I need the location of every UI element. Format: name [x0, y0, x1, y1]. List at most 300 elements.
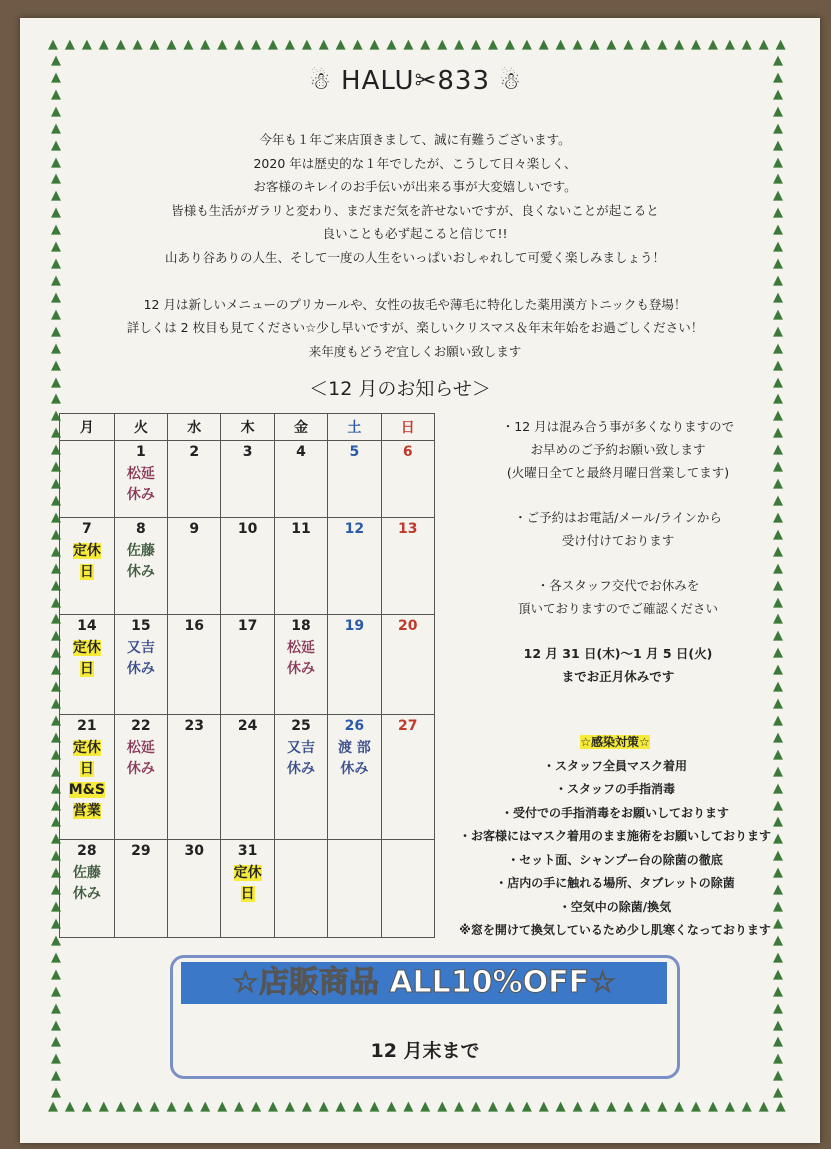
calendar-day	[381, 615, 434, 715]
tree-icon: ▲	[318, 1099, 329, 1114]
note-line: 日	[240, 886, 255, 902]
calendar-day	[274, 715, 327, 840]
note-line: ・各スタッフ交代でお休みを	[536, 578, 700, 593]
calendar-week	[60, 840, 435, 938]
tree-icon: ▲	[267, 1099, 278, 1114]
calendar-day	[60, 615, 115, 715]
calendar-day	[274, 840, 327, 938]
tree-icon: ▲	[51, 763, 61, 779]
calendar-day	[221, 715, 274, 840]
day-number: 4	[296, 444, 306, 460]
day-note	[61, 738, 113, 822]
tree-icon: ▲	[386, 1099, 397, 1114]
day-number: 14	[77, 618, 97, 634]
tree-icon: ▲	[51, 594, 61, 610]
day-number: 10	[237, 521, 258, 537]
note-line: 頂いておりますのでご確認ください	[517, 601, 718, 616]
note-line: 松延	[287, 640, 315, 656]
tree-icon: ▲	[589, 1099, 600, 1114]
calendar-day	[221, 615, 274, 715]
tree-icon: ▲	[51, 205, 61, 221]
tree-icon: ▲	[773, 205, 783, 221]
calendar-day	[274, 615, 327, 715]
tree-icon: ▲	[284, 37, 295, 52]
tree-icon: ▲	[707, 37, 718, 52]
tree-icon: ▲	[51, 780, 61, 796]
tree-icon: ▲	[691, 1099, 702, 1114]
tree-icon: ▲	[773, 171, 783, 187]
tree-icon: ▲	[51, 306, 61, 322]
tree-icon: ▲	[51, 442, 61, 458]
tree-icon: ▲	[403, 1099, 414, 1114]
december-calendar	[59, 413, 435, 938]
tree-icon: ▲	[773, 239, 783, 255]
tree-icon: ▲	[773, 103, 783, 119]
tree-icon: ▲	[773, 442, 783, 458]
tree-icon: ▲	[773, 1068, 783, 1084]
tree-icon: ▲	[773, 594, 783, 610]
tree-icon: ▲	[773, 1085, 783, 1101]
calendar-day	[60, 518, 115, 615]
calendar-day	[114, 518, 167, 615]
intro-line: お客様のキレイのお手伝いが出来る事が大変嬉しいです。	[253, 179, 577, 194]
day-note	[116, 464, 166, 506]
note-line: 松延	[126, 466, 155, 482]
tree-icon: ▲	[352, 37, 363, 52]
intro-line: 12 月は新しいメニューのプリカールや、女性の抜毛や薄毛に特化した薬用漢方トニックも登場！	[143, 296, 687, 312]
tree-icon: ▲	[51, 645, 61, 661]
calendar-day	[328, 615, 381, 715]
tree-icon: ▲	[51, 289, 61, 305]
calendar-day	[328, 715, 381, 840]
tree-icon: ▲	[773, 374, 783, 390]
tree-icon: ▲	[217, 37, 228, 52]
tree-icon: ▲	[773, 408, 783, 424]
tree-icon: ▲	[606, 37, 617, 52]
tree-icon: ▲	[51, 103, 61, 119]
tree-icon: ▲	[51, 1051, 61, 1067]
day-number: 29	[131, 843, 151, 859]
tree-icon: ▲	[51, 137, 61, 153]
tree-icon: ▲	[773, 53, 783, 68]
tree-icon: ▲	[773, 797, 783, 813]
tree-icon: ▲	[166, 1099, 177, 1114]
tree-icon: ▲	[773, 814, 783, 830]
weekday-header: 火	[114, 414, 167, 441]
tree-icon: ▲	[674, 37, 685, 52]
infection-item: ・スタッフの手指消毒	[554, 782, 675, 796]
sale-headline: ☆店販商品 ALL10%OFF☆	[181, 962, 667, 1004]
calendar-day	[381, 518, 434, 615]
note-line: 営業	[72, 803, 101, 819]
note-line: 又吉	[126, 640, 155, 656]
tree-icon: ▲	[773, 679, 783, 695]
tree-icon: ▲	[51, 696, 61, 712]
tree-icon: ▲	[773, 289, 783, 305]
note-line: 佐藤	[72, 865, 101, 881]
tree-icon: ▲	[51, 272, 61, 288]
note-line: 日	[79, 564, 94, 580]
tree-icon: ▲	[51, 154, 61, 170]
note-line: 休み	[126, 661, 155, 677]
intro-line: 来年度もどうぞ宜しくお願い致します	[308, 343, 522, 359]
tree-icon: ▲	[773, 611, 783, 627]
tree-icon: ▲	[691, 37, 702, 52]
tree-icon: ▲	[437, 37, 448, 52]
tree-icon: ▲	[51, 340, 61, 356]
tree-icon: ▲	[352, 1099, 363, 1114]
tree-icon: ▲	[51, 729, 61, 745]
tree-icon: ▲	[51, 509, 61, 525]
calendar-day	[168, 840, 221, 938]
day-number: 26	[344, 718, 365, 734]
tree-icon: ▲	[51, 476, 61, 492]
calendar-day	[381, 840, 434, 938]
note-line: 定休	[72, 543, 101, 559]
page-title	[0, 66, 831, 96]
tree-icon: ▲	[487, 37, 498, 52]
tree-icon: ▲	[51, 679, 61, 695]
tree-icon: ▲	[555, 37, 566, 52]
infection-item: ・空気中の除菌/換気	[558, 899, 672, 914]
tree-icon: ▲	[773, 69, 783, 85]
tree-icon: ▲	[773, 543, 783, 559]
store-notes	[448, 415, 788, 688]
calendar-day	[221, 441, 274, 518]
tree-icon: ▲	[51, 899, 61, 915]
tree-icon: ▲	[81, 37, 92, 52]
tree-icon: ▲	[773, 188, 783, 204]
tree-icon: ▲	[51, 53, 61, 68]
day-number: 18	[291, 618, 311, 634]
tree-icon: ▲	[115, 1099, 126, 1114]
tree-icon: ▲	[369, 37, 380, 52]
tree-icon: ▲	[437, 1099, 448, 1114]
tree-icon: ▲	[335, 37, 346, 52]
tree-icon: ▲	[51, 374, 61, 390]
tree-icon: ▲	[51, 120, 61, 136]
tree-icon: ▲	[572, 1099, 583, 1114]
sale-banner	[170, 955, 680, 1079]
tree-icon: ▲	[773, 729, 783, 745]
infection-title: ☆感染対策☆	[580, 735, 650, 749]
tree-icon: ▲	[487, 1099, 498, 1114]
day-note	[276, 638, 326, 680]
tree-icon: ▲	[51, 932, 61, 948]
note-line: 受け付けております	[561, 533, 675, 548]
day-note	[276, 738, 326, 780]
note-line: 定休	[233, 865, 262, 881]
tree-icon: ▲	[504, 37, 515, 52]
tree-icon: ▲	[51, 459, 61, 475]
tree-icon: ▲	[775, 37, 786, 52]
tree-icon: ▲	[555, 1099, 566, 1114]
tree-icon: ▲	[454, 37, 465, 52]
tree-icon: ▲	[773, 882, 783, 898]
tree-icon: ▲	[51, 526, 61, 542]
day-number: 24	[237, 718, 258, 734]
tree-icon: ▲	[657, 37, 668, 52]
tree-icon: ▲	[773, 391, 783, 407]
note-line: 佐藤	[126, 543, 155, 559]
tree-icon: ▲	[48, 1099, 58, 1114]
infection-item: ※窓を開けて換気しているため少し肌寒くなっております	[459, 923, 771, 937]
tree-icon: ▲	[98, 1099, 109, 1114]
tree-icon: ▲	[773, 560, 783, 576]
day-note	[61, 863, 113, 905]
calendar-day	[114, 840, 167, 938]
shop-name: HALU✂833	[341, 66, 490, 96]
tree-icon: ▲	[217, 1099, 228, 1114]
day-number: 7	[81, 521, 92, 537]
tree-icon: ▲	[773, 966, 783, 982]
tree-icon: ▲	[773, 1034, 783, 1050]
tree-icon: ▲	[471, 37, 482, 52]
note-line: 休み	[340, 761, 369, 777]
note-line: 休み	[287, 761, 315, 777]
infection-item: ・店内の手に触れる場所、タブレットの除菌	[495, 876, 735, 890]
note-line: までお正月休みです	[561, 669, 675, 684]
tree-icon: ▲	[51, 983, 61, 999]
tree-icon: ▲	[51, 1034, 61, 1050]
weekday-header: 土	[328, 414, 381, 441]
tree-icon: ▲	[606, 1099, 617, 1114]
tree-icon: ▲	[773, 746, 783, 762]
tree-icon: ▲	[707, 1099, 718, 1114]
tree-icon: ▲	[51, 814, 61, 830]
infection-item: ・お客様にはマスク着用のまま施術をお願いしております	[458, 829, 771, 843]
tree-icon: ▲	[200, 37, 211, 52]
note-reservation	[448, 506, 788, 552]
tree-icon: ▲	[773, 509, 783, 525]
tree-icon: ▲	[773, 323, 783, 339]
intro-message	[90, 128, 740, 363]
day-number: 21	[77, 718, 97, 734]
tree-icon: ▲	[773, 916, 783, 932]
snowman-icon: ☃	[309, 67, 332, 95]
tree-icon: ▲	[166, 37, 177, 52]
tree-icon: ▲	[773, 86, 783, 102]
tree-icon: ▲	[115, 37, 126, 52]
day-number: 2	[189, 444, 200, 460]
calendar-week	[60, 518, 435, 615]
tree-icon: ▲	[51, 1068, 61, 1084]
note-line: 又吉	[287, 740, 315, 756]
tree-icon: ▲	[234, 1099, 245, 1114]
tree-icon: ▲	[183, 37, 194, 52]
calendar-day	[328, 518, 381, 615]
tree-icon: ▲	[538, 37, 549, 52]
note-line: 休み	[126, 761, 155, 777]
notice-title: ＜12 月のお知らせ＞	[309, 378, 491, 400]
tree-icon: ▲	[98, 37, 109, 52]
day-number: 17	[237, 618, 258, 634]
intro-line: 山あり谷ありの人生、そして一度の人生をいっぱいおしゃれして可愛く楽しみましょう！	[164, 249, 665, 265]
day-number: 6	[402, 444, 413, 460]
tree-icon: ▲	[386, 37, 397, 52]
tree-icon: ▲	[369, 1099, 380, 1114]
day-note	[61, 541, 113, 583]
tree-icon: ▲	[149, 37, 160, 52]
tree-icon: ▲	[51, 662, 61, 678]
day-number: 31	[237, 843, 258, 859]
tree-icon: ▲	[51, 1085, 61, 1101]
calendar-day	[221, 840, 274, 938]
tree-icon: ▲	[51, 1000, 61, 1016]
tree-icon: ▲	[640, 1099, 651, 1114]
day-number: 12	[344, 521, 365, 537]
calendar-week	[60, 715, 435, 840]
note-new-year-holiday	[448, 642, 788, 688]
tree-icon: ▲	[773, 628, 783, 644]
infection-item: ・スタッフ全員マスク着用	[542, 758, 687, 773]
tree-icon: ▲	[773, 983, 783, 999]
calendar-day	[168, 615, 221, 715]
tree-icon: ▲	[51, 560, 61, 576]
sale-period: 12 月末まで	[370, 1040, 480, 1062]
day-number: 23	[184, 718, 204, 734]
tree-icon: ▲	[773, 712, 783, 728]
tree-icon: ▲	[51, 712, 61, 728]
day-number: 3	[242, 444, 253, 460]
day-number: 8	[136, 521, 146, 537]
day-number: 16	[184, 618, 204, 634]
tree-icon: ▲	[741, 1099, 752, 1114]
tree-icon: ▲	[589, 37, 600, 52]
tree-icon: ▲	[81, 1099, 92, 1114]
tree-icon: ▲	[773, 476, 783, 492]
tree-icon: ▲	[301, 1099, 312, 1114]
calendar-day	[114, 715, 167, 840]
tree-icon: ▲	[51, 408, 61, 424]
day-note	[61, 638, 113, 680]
tree-icon: ▲	[51, 391, 61, 407]
tree-icon: ▲	[773, 696, 783, 712]
weekday-header: 木	[221, 414, 274, 441]
tree-icon: ▲	[773, 645, 783, 661]
tree-icon: ▲	[403, 37, 414, 52]
note-line: 渡 部	[337, 740, 371, 756]
calendar-day	[328, 441, 381, 518]
tree-icon: ▲	[51, 882, 61, 898]
weekday-header: 金	[274, 414, 327, 441]
calendar-day	[274, 518, 327, 615]
tree-icon: ▲	[572, 37, 583, 52]
tree-icon: ▲	[674, 1099, 685, 1114]
tree-icon: ▲	[51, 188, 61, 204]
day-note	[116, 541, 166, 583]
infection-item: ・受付での手指消毒をお願いしております	[500, 805, 729, 820]
tree-icon: ▲	[538, 1099, 549, 1114]
tree-icon: ▲	[64, 37, 75, 52]
tree-icon: ▲	[773, 425, 783, 441]
snowman-icon: ☃	[499, 67, 522, 95]
tree-icon: ▲	[200, 1099, 211, 1114]
tree-icon: ▲	[775, 1099, 786, 1114]
tree-icon: ▲	[64, 1099, 75, 1114]
tree-icon: ▲	[773, 1051, 783, 1067]
tree-icon: ▲	[51, 69, 61, 85]
note-line: 日	[79, 661, 94, 677]
intro-line: 皆様も生活がガラリと変わり、まだまだ気を許せないですが、良くないことが起こると	[171, 202, 659, 218]
tree-icon: ▲	[234, 37, 245, 52]
calendar-day	[114, 615, 167, 715]
note-line: 定休	[72, 640, 101, 656]
tree-icon: ▲	[758, 37, 769, 52]
note-line: 松延	[126, 740, 155, 756]
note-staff-off	[448, 574, 788, 620]
tree-icon: ▲	[51, 86, 61, 102]
day-note	[116, 638, 166, 680]
calendar-day	[60, 840, 115, 938]
tree-icon: ▲	[773, 137, 783, 153]
calendar-day	[328, 840, 381, 938]
day-number: 11	[291, 521, 311, 537]
intro-line	[90, 269, 740, 293]
day-note	[222, 863, 272, 905]
tree-icon: ▲	[301, 37, 312, 52]
weekday-header: 日	[381, 414, 434, 441]
day-number: 30	[184, 843, 204, 859]
tree-icon: ▲	[51, 848, 61, 864]
intro-line: 詳しくは 2 枚目も見てください☆少し早いですが、楽しいクリスマス＆年末年始をお過ごしください！	[126, 320, 704, 335]
tree-icon: ▲	[251, 37, 262, 52]
tree-icon: ▲	[773, 831, 783, 847]
tree-icon: ▲	[773, 256, 783, 272]
day-number: 9	[189, 521, 200, 537]
tree-icon: ▲	[51, 357, 61, 373]
calendar-day	[168, 518, 221, 615]
tree-icon: ▲	[773, 865, 783, 881]
tree-icon: ▲	[454, 1099, 465, 1114]
tree-icon: ▲	[251, 1099, 262, 1114]
infection-measures	[440, 731, 790, 943]
tree-icon: ▲	[504, 1099, 515, 1114]
note-line: お早めのご予約お願い致します	[530, 442, 706, 457]
tree-icon: ▲	[773, 340, 783, 356]
tree-icon: ▲	[773, 272, 783, 288]
tree-icon: ▲	[267, 37, 278, 52]
tree-icon: ▲	[741, 37, 752, 52]
calendar-week	[60, 441, 435, 518]
note-busy	[448, 415, 788, 484]
tree-icon: ▲	[318, 37, 329, 52]
calendar-day	[60, 715, 115, 840]
day-number: 1	[136, 444, 146, 460]
note-line: 休み	[126, 487, 155, 503]
tree-icon: ▲	[51, 239, 61, 255]
tree-icon: ▲	[51, 222, 61, 238]
tree-icon: ▲	[640, 37, 651, 52]
tree-icon: ▲	[773, 763, 783, 779]
tree-icon: ▲	[51, 628, 61, 644]
tree-icon: ▲	[773, 1017, 783, 1033]
note-line: 12 月 31 日(木)～1 月 5 日(火)	[523, 646, 713, 661]
tree-icon: ▲	[758, 1099, 769, 1114]
tree-icon: ▲	[773, 577, 783, 593]
note-line: (火曜日全てと最終月曜日営業してます)	[506, 465, 730, 480]
note-line: ・12 月は混み合う事が多くなりますので	[501, 419, 735, 434]
tree-icon: ▲	[773, 949, 783, 965]
tree-icon: ▲	[51, 949, 61, 965]
tree-icon: ▲	[773, 780, 783, 796]
tree-icon: ▲	[51, 171, 61, 187]
tree-icon: ▲	[51, 865, 61, 881]
day-number: 13	[398, 521, 418, 537]
note-line: 休み	[72, 886, 101, 902]
note-line: 日	[79, 761, 94, 777]
tree-icon: ▲	[623, 37, 634, 52]
